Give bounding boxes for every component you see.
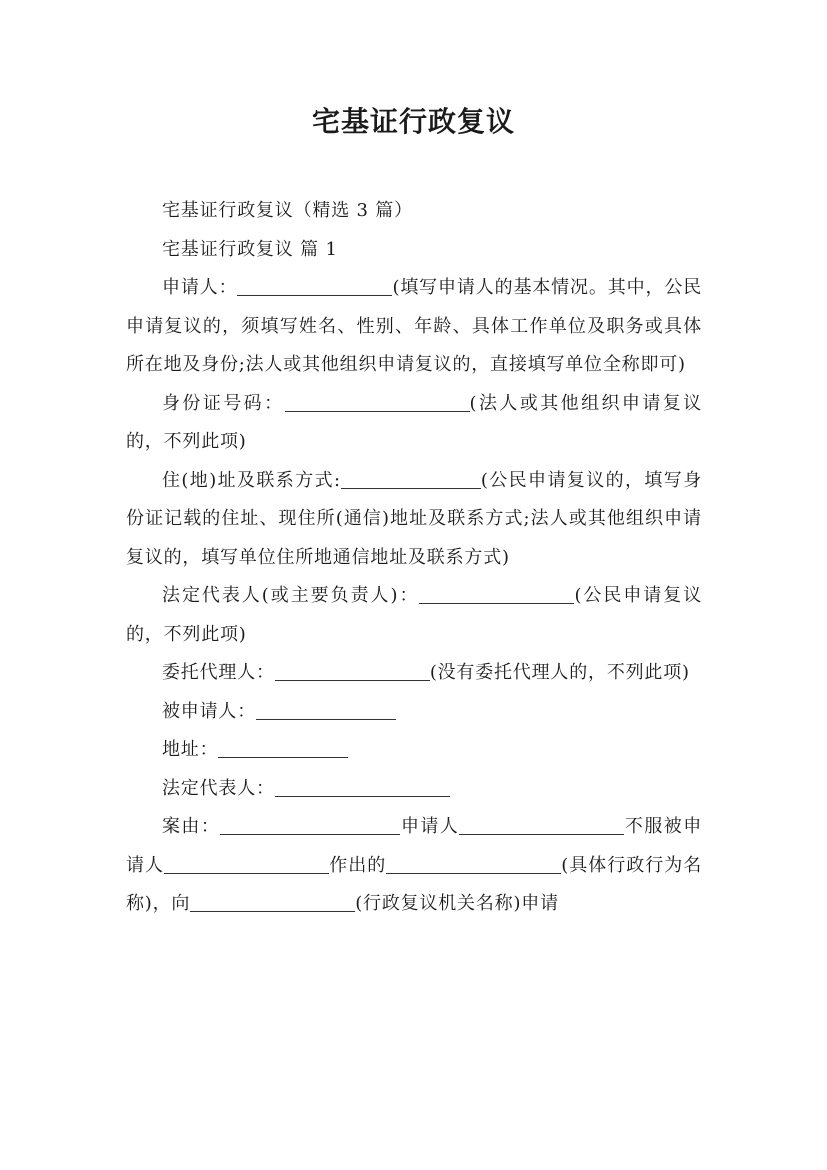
address-blank bbox=[218, 737, 348, 758]
applicant-blank bbox=[237, 275, 392, 296]
id-number-blank bbox=[285, 391, 470, 412]
case-text-5: (行政复议机关名称)申请 bbox=[355, 893, 559, 914]
agent-label: 委托代理人： bbox=[162, 662, 275, 683]
case-text-4: (具体行政行为名称)，向 bbox=[126, 854, 703, 914]
id-number-label: 身份证号码： bbox=[162, 392, 285, 414]
legal-rep-blank bbox=[275, 776, 450, 797]
section-heading: 宅基证行政复议 篇 1 bbox=[162, 238, 338, 260]
case-blank-3 bbox=[164, 853, 329, 874]
page-title: 宅基证行政复议 bbox=[311, 105, 515, 138]
agent-paragraph bbox=[126, 654, 702, 693]
agent-blank bbox=[275, 660, 430, 681]
legal-rep-applicant-note: (公民申请复议的，不列此项) bbox=[126, 585, 702, 645]
respondent-blank bbox=[256, 699, 396, 720]
case-blank-4 bbox=[386, 853, 561, 874]
case-blank-5 bbox=[190, 891, 355, 912]
address-contact-note: (公民申请复议的，填写身份证记载的住址、现住所(通信)地址及联系方式;法人或其他组织申请复议的，填写单位住所地通信地址及联系方式) bbox=[126, 469, 702, 568]
applicant-note: (填写申请人的基本情况。其中，公民申请复议的，须填写姓名、性别、年龄、具体工作单位及职务或具体所在地及身份;法人或其他组织申请复议的，直接填写单位全称即可) bbox=[126, 277, 702, 375]
id-number-note: (法人或其他组织申请复议的，不列此项) bbox=[126, 392, 702, 452]
case-blank-2 bbox=[459, 814, 624, 835]
case-text-1: 申请人 bbox=[400, 816, 460, 837]
case-text-3: 作出的 bbox=[329, 854, 387, 876]
case-label: 案由： bbox=[162, 816, 221, 837]
document-body bbox=[126, 192, 702, 924]
id-number-paragraph bbox=[126, 385, 702, 462]
applicant-label: 申请人： bbox=[162, 277, 238, 298]
address-contact-paragraph bbox=[126, 462, 702, 578]
respondent-paragraph bbox=[126, 693, 702, 732]
legal-rep-applicant-label: 法定代表人(或主要负责人)： bbox=[162, 585, 420, 606]
legal-rep-label: 法定代表人： bbox=[162, 777, 275, 799]
address-contact-blank bbox=[341, 468, 481, 489]
agent-note: (没有委托代理人的，不列此项) bbox=[429, 662, 690, 683]
address-contact-label: 住(地)址及联系方式: bbox=[162, 469, 341, 491]
case-text-2: 不服被申请人 bbox=[126, 816, 703, 876]
applicant-paragraph bbox=[126, 269, 702, 385]
subtitle: 宅基证行政复议（精选 3 篇） bbox=[162, 200, 413, 221]
legal-rep-applicant-blank bbox=[419, 583, 574, 604]
respondent-label: 被申请人： bbox=[162, 700, 256, 722]
address-paragraph bbox=[126, 731, 702, 770]
case-blank-1 bbox=[220, 814, 400, 835]
address-label: 地址： bbox=[162, 739, 219, 760]
case-paragraph bbox=[126, 808, 702, 924]
legal-rep-paragraph bbox=[126, 770, 702, 809]
legal-rep-applicant-paragraph bbox=[126, 577, 702, 654]
